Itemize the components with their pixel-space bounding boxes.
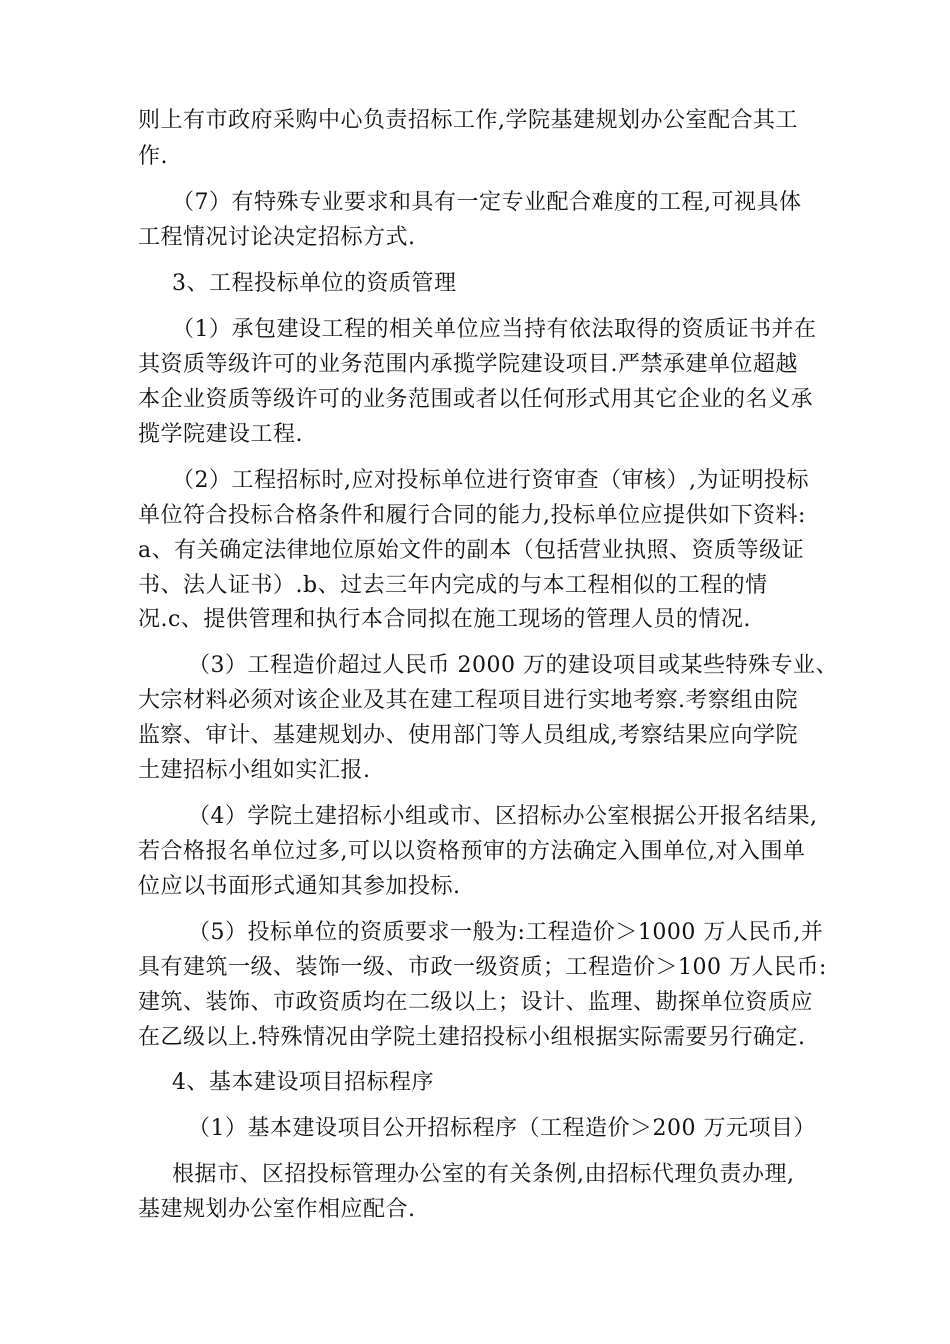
section-heading: 3、工程投标单位的资质管理 [172,271,457,296]
paragraph-line: 具有建筑一级、装饰一级、市政一级资质；工程造价＞100 万人民币: [138,955,827,980]
paragraph-line: 基建规划办公室作相应配合. [138,1197,416,1222]
section-heading: 4、基本建设项目招标程序 [172,1070,434,1095]
paragraph-line: 则上有市政府采购中心负责招标工作,学院基建规划办公室配合其工 [138,108,798,133]
paragraph-line: （1）承包建设工程的相关单位应当持有依法取得的资质证书并在 [172,317,817,342]
paragraph-line: 大宗材料必须对该企业及其在建工程项目进行实地考察.考察组由院 [138,688,798,713]
paragraph-line: 书、法人证书）.b、过去三年内完成的与本工程相似的工程的情 [138,573,768,598]
paragraph-line: 监察、审计、基建规划办、使用部门等人员组成,考察结果应向学院 [138,723,798,748]
paragraph-line: （1）基本建设项目公开招标程序（工程造价＞200 万元项目） [188,1116,816,1141]
paragraph-line: 建筑、装饰、市政资质均在二级以上；设计、监理、勘探单位资质应 [138,990,814,1015]
paragraph-line: （3）工程造价超过人民币 2000 万的建设项目或某些特殊专业、 [188,653,838,678]
paragraph-line: 位应以书面形式通知其参加投标. [138,874,461,899]
paragraph-line: 土建招标小组如实汇报. [138,758,371,783]
paragraph-line: 单位符合投标合格条件和履行合同的能力,投标单位应提供如下资料: [138,503,806,528]
paragraph-line: 在乙级以上.特殊情况由学院土建招投标小组根据实际需要另行确定. [138,1025,806,1050]
paragraph-line: a、有关确定法律地位原始文件的副本（包括营业执照、资质等级证 [138,538,805,563]
paragraph-line: （2）工程招标时,应对投标单位进行资审查（审核）,为证明投标 [172,468,809,493]
paragraph-line: （7）有特殊专业要求和具有一定专业配合难度的工程,可视具体 [172,190,802,215]
paragraph-line: （4）学院土建招标小组或市、区招标办公室根据公开报名结果, [188,804,818,829]
paragraph-line: 本企业资质等级许可的业务范围或者以任何形式用其它企业的名义承 [138,387,814,412]
paragraph-line: 作. [138,144,168,169]
paragraph-line: 工程情况讨论决定招标方式. [138,225,416,250]
paragraph-line: 若合格报名单位过多,可以以资格预审的方法确定入围单位,对入围单 [138,839,806,864]
paragraph-line: 根据市、区招投标管理办公室的有关条例,由招标代理负责办理, [172,1162,795,1187]
paragraph-line: 其资质等级许可的业务范围内承揽学院建设项目.严禁承建单位超越 [138,352,798,377]
paragraph-line: 揽学院建设工程. [138,422,303,447]
paragraph-line: （5）投标单位的资质要求一般为:工程造价＞1000 万人民币,并 [188,920,824,945]
paragraph-line: 况.c、提供管理和执行本合同拟在施工现场的管理人员的情况. [138,607,751,632]
